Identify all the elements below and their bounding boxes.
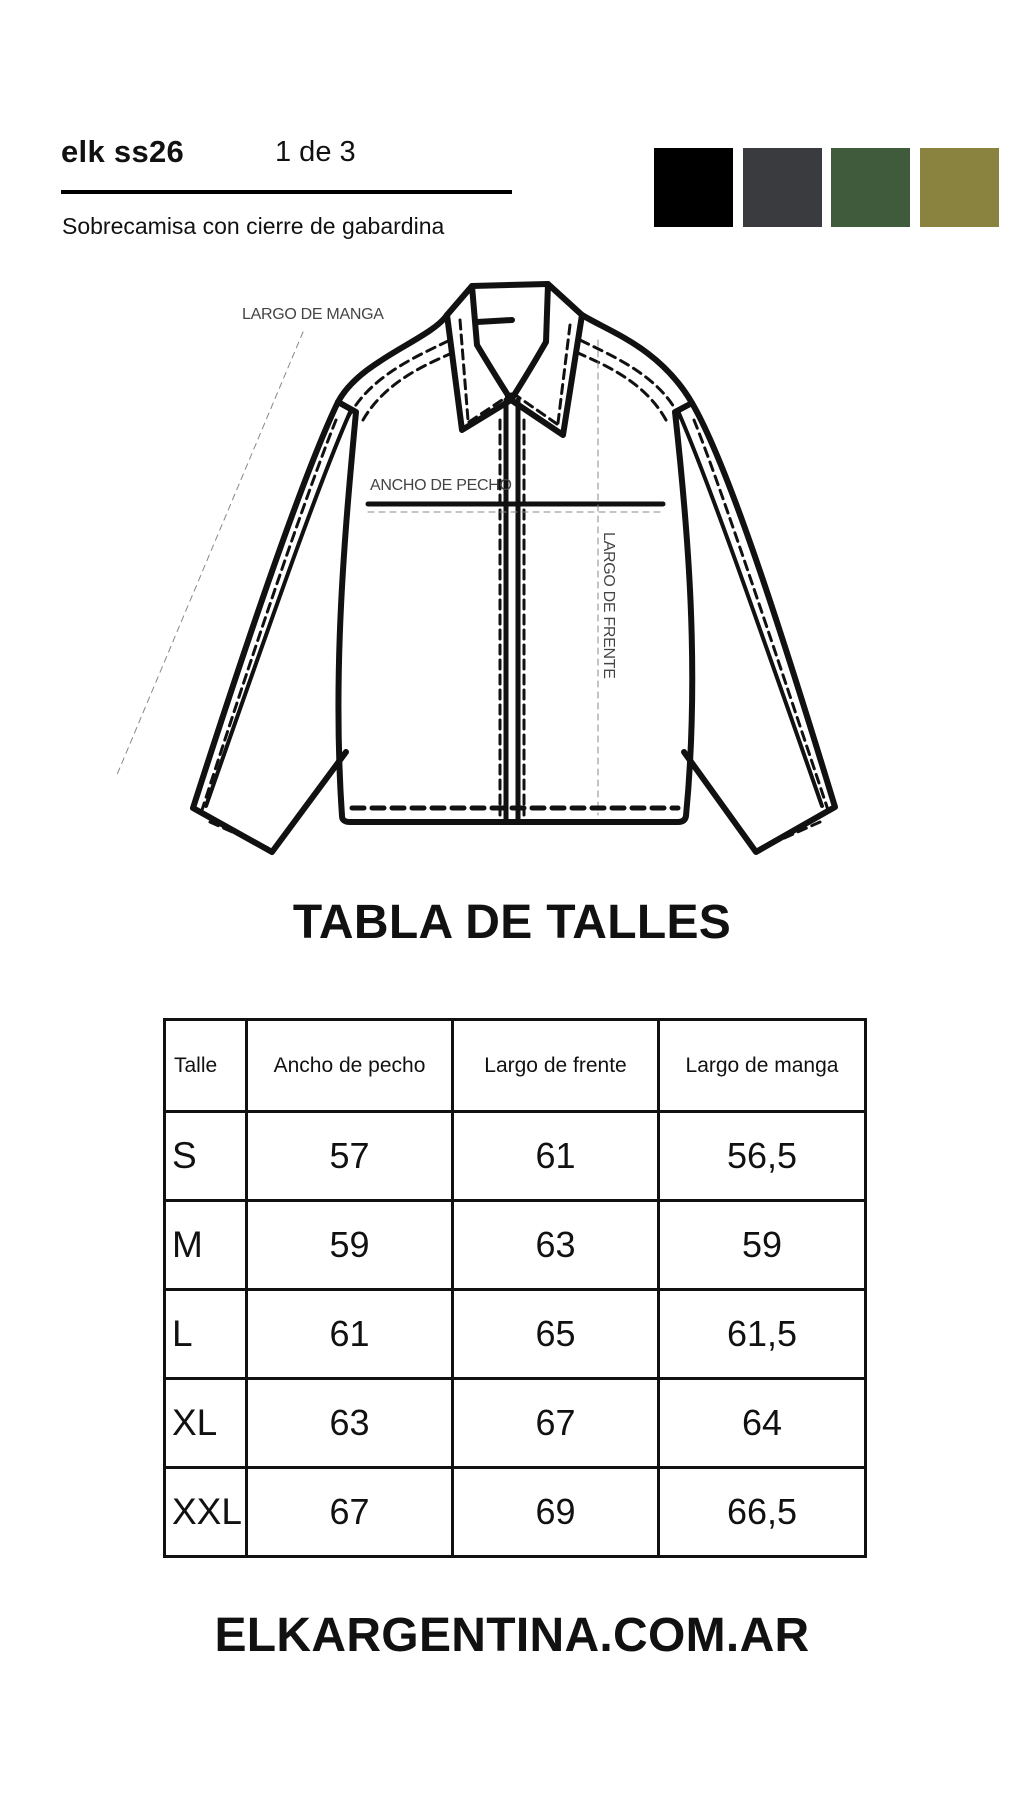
page-indicator: 1 de 3 (275, 136, 356, 168)
header-front-length: Largo de frente (453, 1020, 659, 1112)
table-row (165, 1379, 866, 1468)
size-chart-table (163, 1018, 867, 1558)
table-row (165, 1112, 866, 1201)
size-cell: XL (165, 1379, 247, 1468)
front-length-cell: 65 (453, 1290, 659, 1379)
chest-width-label: ANCHO DE PECHO (370, 477, 512, 494)
website-footer[interactable]: ELKARGENTINA.COM.AR (214, 1609, 810, 1662)
table-row (165, 1290, 866, 1379)
front-length-cell: 63 (453, 1201, 659, 1290)
brand-title: elk ss26 (61, 134, 185, 169)
header-sleeve-length: Largo de manga (659, 1020, 866, 1112)
size-cell: XXL (165, 1468, 247, 1557)
size-cell: M (165, 1201, 247, 1290)
jacket-diagram (100, 270, 860, 870)
chest-width-cell: 57 (247, 1112, 453, 1201)
sleeve-length-cell: 61,5 (659, 1290, 866, 1379)
header-chest-width: Ancho de pecho (247, 1020, 453, 1112)
sleeve-length-cell: 66,5 (659, 1468, 866, 1557)
size-chart-title: TABLA DE TALLES (292, 896, 732, 949)
header-divider (61, 190, 512, 194)
olive-swatch (920, 148, 999, 227)
sleeve-length-cell: 59 (659, 1201, 866, 1290)
header-size: Talle (165, 1020, 247, 1112)
table-header-row (165, 1020, 866, 1112)
green-swatch (831, 148, 910, 227)
chest-width-cell: 59 (247, 1201, 453, 1290)
sleeve-length-cell: 56,5 (659, 1112, 866, 1201)
sleeve-length-cell: 64 (659, 1379, 866, 1468)
sleeve-length-label: LARGO DE MANGA (242, 306, 384, 323)
front-length-cell: 67 (453, 1379, 659, 1468)
chest-width-cell: 61 (247, 1290, 453, 1379)
chest-width-cell: 63 (247, 1379, 453, 1468)
dark-gray-swatch (743, 148, 822, 227)
table-row (165, 1468, 866, 1557)
black-swatch (654, 148, 733, 227)
table-row (165, 1201, 866, 1290)
product-name: Sobrecamisa con cierre de gabardina (62, 213, 445, 239)
size-cell: S (165, 1112, 247, 1201)
front-length-cell: 61 (453, 1112, 659, 1201)
front-length-cell: 69 (453, 1468, 659, 1557)
chest-width-cell: 67 (247, 1468, 453, 1557)
size-cell: L (165, 1290, 247, 1379)
front-length-label: LARGO DE FRENTE (600, 532, 617, 679)
